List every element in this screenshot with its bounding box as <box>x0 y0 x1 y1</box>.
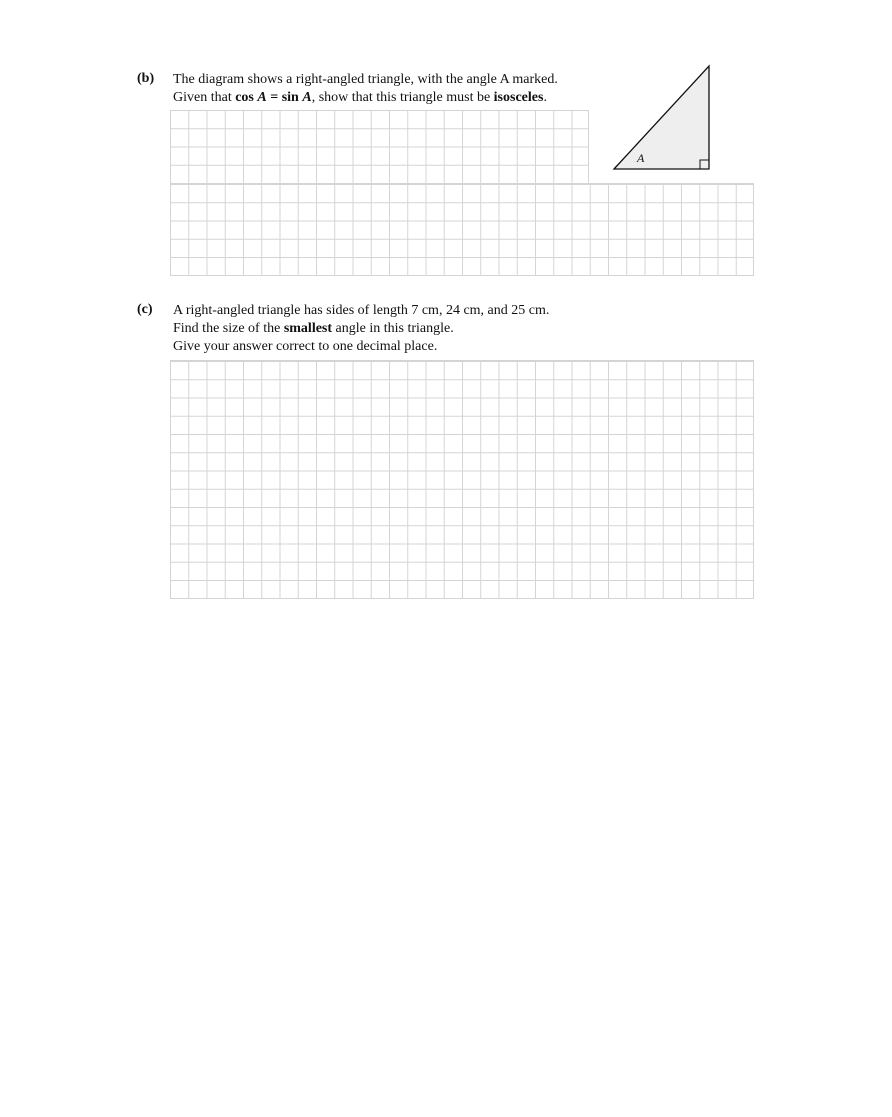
answer-grid-b-bottom[interactable] <box>170 183 754 276</box>
part-b-label: (b) <box>137 71 155 86</box>
part-b-line-2-end: . <box>543 90 547 105</box>
smallest-word: smallest <box>283 321 333 336</box>
angle-a-label: A <box>637 151 645 165</box>
part-b-line-2 <box>173 89 547 107</box>
part-c-line-2-pre: Find the size of the <box>173 321 284 336</box>
part-c-line-1: A right-angled triangle has sides of length 7 cm, 24 cm, and 25 cm. <box>173 303 550 318</box>
equals-sin: = sin <box>266 90 303 105</box>
right-triangle-diagram <box>608 60 718 176</box>
isosceles-word: isosceles <box>493 90 544 105</box>
answer-grid-c[interactable] <box>170 360 754 599</box>
part-b-line-2-mid: , show that this triangle must be <box>311 90 494 105</box>
part-c-line-3: Give your answer correct to one decimal place. <box>173 339 438 354</box>
triangle-shape <box>614 66 709 169</box>
cos-word: cos <box>235 90 258 105</box>
part-c-line-2 <box>173 320 454 338</box>
part-c-label: (c) <box>137 302 153 317</box>
answer-grid-b-top[interactable] <box>170 110 589 184</box>
var-a-1: A <box>257 90 267 105</box>
var-a-2: A <box>302 90 312 105</box>
part-b-line-2-pre: Given that <box>173 90 236 105</box>
part-c-line-2-post: angle in this triangle. <box>332 321 454 336</box>
part-b-line-1: The diagram shows a right-angled triangle, with the angle A marked. <box>173 72 558 87</box>
